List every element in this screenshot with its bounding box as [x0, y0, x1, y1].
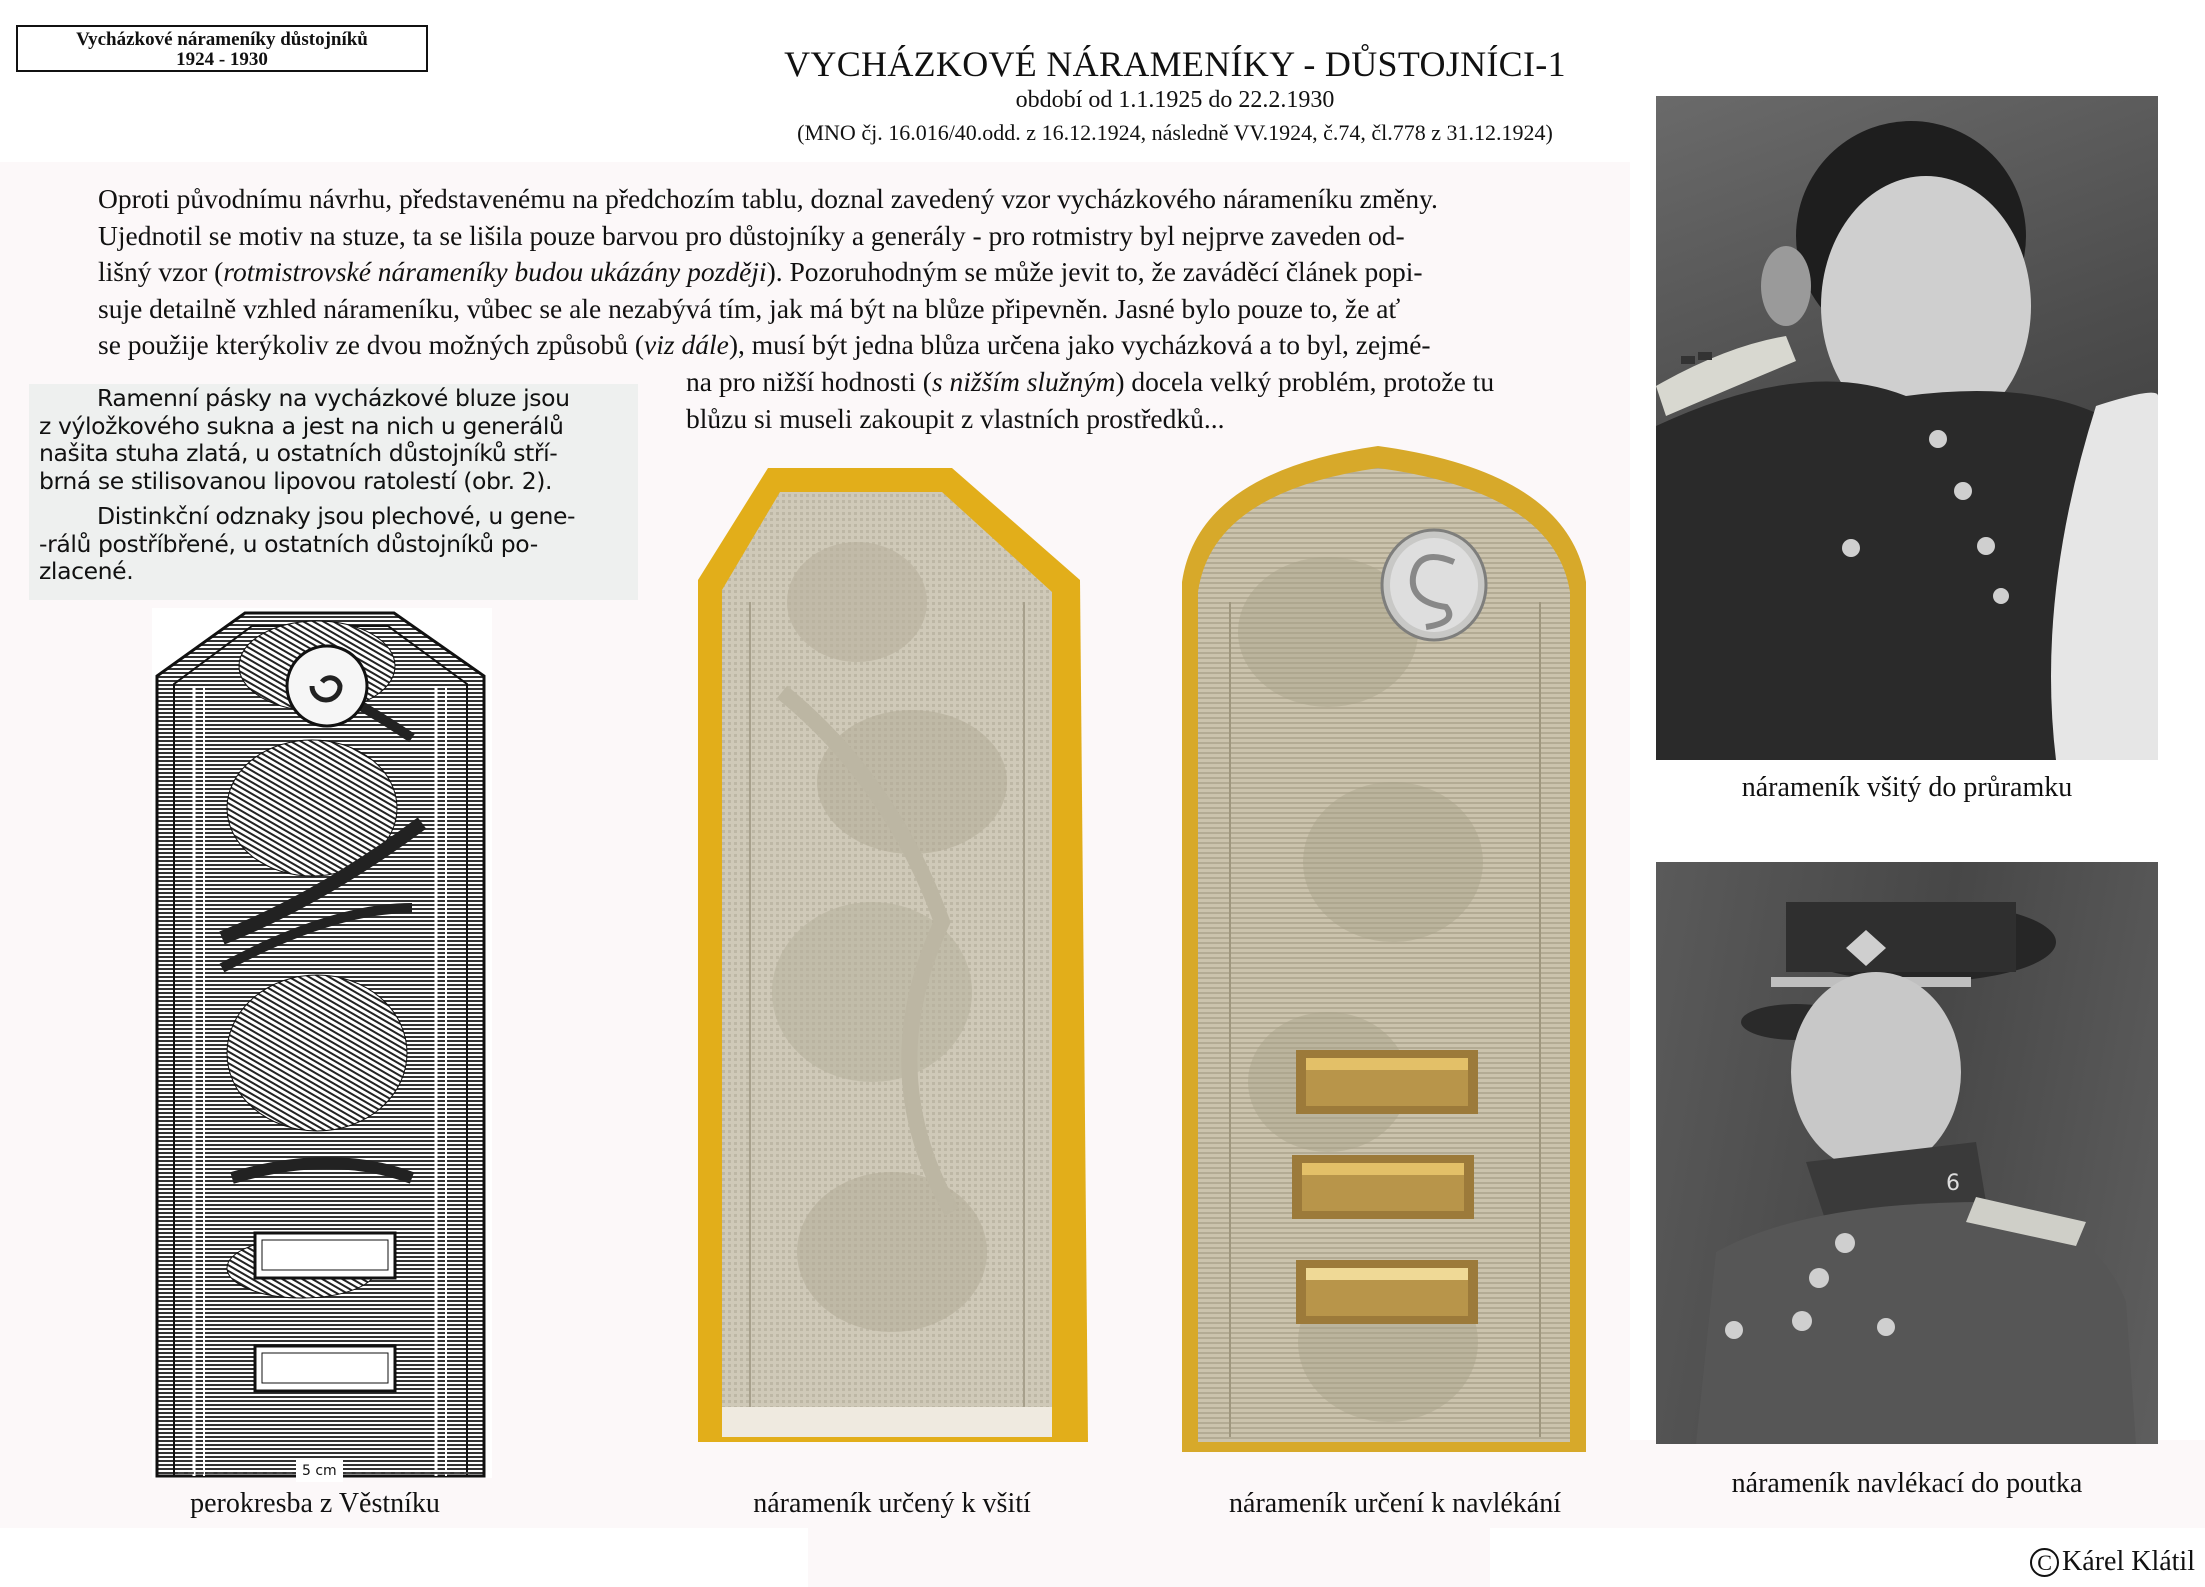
clipping-line: našita stuha zlatá, u ostatních důstojníků stří- [39, 439, 558, 467]
rank-bar-icon [1296, 1050, 1478, 1114]
caption-slip-on: nárameník určení k navlékání [1229, 1488, 1561, 1519]
shoulder-board-drawing [152, 608, 492, 1478]
page-title: VYCHÁZKOVÉ NÁRAMENÍKY - DŮSTOJNÍCI-1 [784, 44, 1566, 84]
slip-on-board-image [1178, 442, 1590, 1460]
caption-drawing: perokresba z Věstníku [190, 1488, 440, 1519]
intro-line: blůzu si museli zakoupit z vlastních prostředků... [686, 402, 1225, 434]
intro-italic: rotmistrovské nárameníky budou ukázány později [223, 256, 767, 288]
header-box-title: Vycházkové nárameníky důstojníků [76, 29, 368, 50]
scale-label: 5 cm [296, 1460, 343, 1482]
portrait-photo-bottom [1656, 862, 2158, 1444]
rank-bar-icon [1296, 1260, 1478, 1324]
badge-button-icon [1382, 530, 1486, 640]
scale-bar [178, 1462, 470, 1482]
intro-italic: s nižším služným [931, 365, 1116, 397]
intro-italic: viz dále [644, 329, 729, 361]
intro-line: lišný vzor (rotmistrovské nárameníky budou ukázány později). Pozoruhodným se může jevit to, že zaváděcí článek popi- [98, 256, 1423, 288]
intro-line: Ujednotil se motiv na stuze, ta se lišila pouze barvou pro důstojníky a generály - pro rotmistry byl nejprve zaveden od- [98, 219, 1405, 251]
officer-portrait-1 [1656, 96, 2158, 760]
officer-portrait-2 [1656, 862, 2158, 1444]
page-period: období od 1.1.1925 do 22.2.1930 [1015, 87, 1335, 113]
header-box [16, 25, 428, 72]
caption-sewn: nárameník určený k všití [753, 1488, 1031, 1519]
copyright-icon: C [2030, 1548, 2059, 1577]
intro-line: se použije kterýkoliv ze dvou možných způsobů (viz dále), musí být jedna blůza určena jako vycházková a to byl, zejmé- [98, 329, 1431, 361]
caption-photo-top: nárameník všitý do průramku [1741, 772, 2073, 803]
sewn-board-image [692, 452, 1102, 1457]
button-icon [287, 646, 367, 726]
regulation-clipping [29, 384, 638, 600]
intro-line: na pro nižší hodnosti (s nižším služným) docela velký problém, protože tu [686, 365, 1495, 397]
header-box-years: 1924 - 1930 [176, 49, 268, 70]
sewn-board-graphic [692, 452, 1102, 1457]
caption-photo-bottom: nárameník navlékací do poutka [1731, 1468, 2083, 1499]
content-background-bottom [808, 1528, 1490, 1587]
collar-number: 6 [1946, 1171, 1960, 1196]
clipping-line: zlacené. [39, 557, 134, 585]
intro-line: Oproti původnímu návrhu, představenému na předchozím tablu, doznal zavedený vzor vycházkového nárameníku změny. [98, 183, 1438, 214]
clipping-line: -rálů postříbřené, u ostatních důstojníků po- [39, 529, 538, 558]
page-reference: (MNO čj. 16.016/40.odd. z 16.12.1924, následně VV.1924, č.74, čl.778 z 31.12.1924) [797, 120, 1553, 145]
rank-bar-icon [1292, 1155, 1474, 1219]
intro-line: suje detailně vzhled nárameníku, vůbec se ale nezabývá tím, jak má být na blůze připevněn. Jasné bylo pouze to, že ať [98, 292, 1401, 324]
drawing-image [152, 608, 492, 1478]
clipping-line: brná se stilisovanou lipovou ratolestí (obr. 2). [39, 466, 553, 495]
clipping-line: Ramenní pásky na vycházkové bluze jsou [97, 384, 570, 412]
copyright [2030, 1545, 2195, 1579]
clipping-line: Distinkční odznaky jsou plechové, u gene- [97, 502, 576, 530]
copyright-author: Kárel Klátil [2062, 1546, 2195, 1577]
clipping-line: z výložkového sukna a jest na nich u generálů [39, 411, 564, 440]
portrait-photo-top [1656, 96, 2158, 760]
slip-on-board-graphic [1178, 442, 1590, 1460]
